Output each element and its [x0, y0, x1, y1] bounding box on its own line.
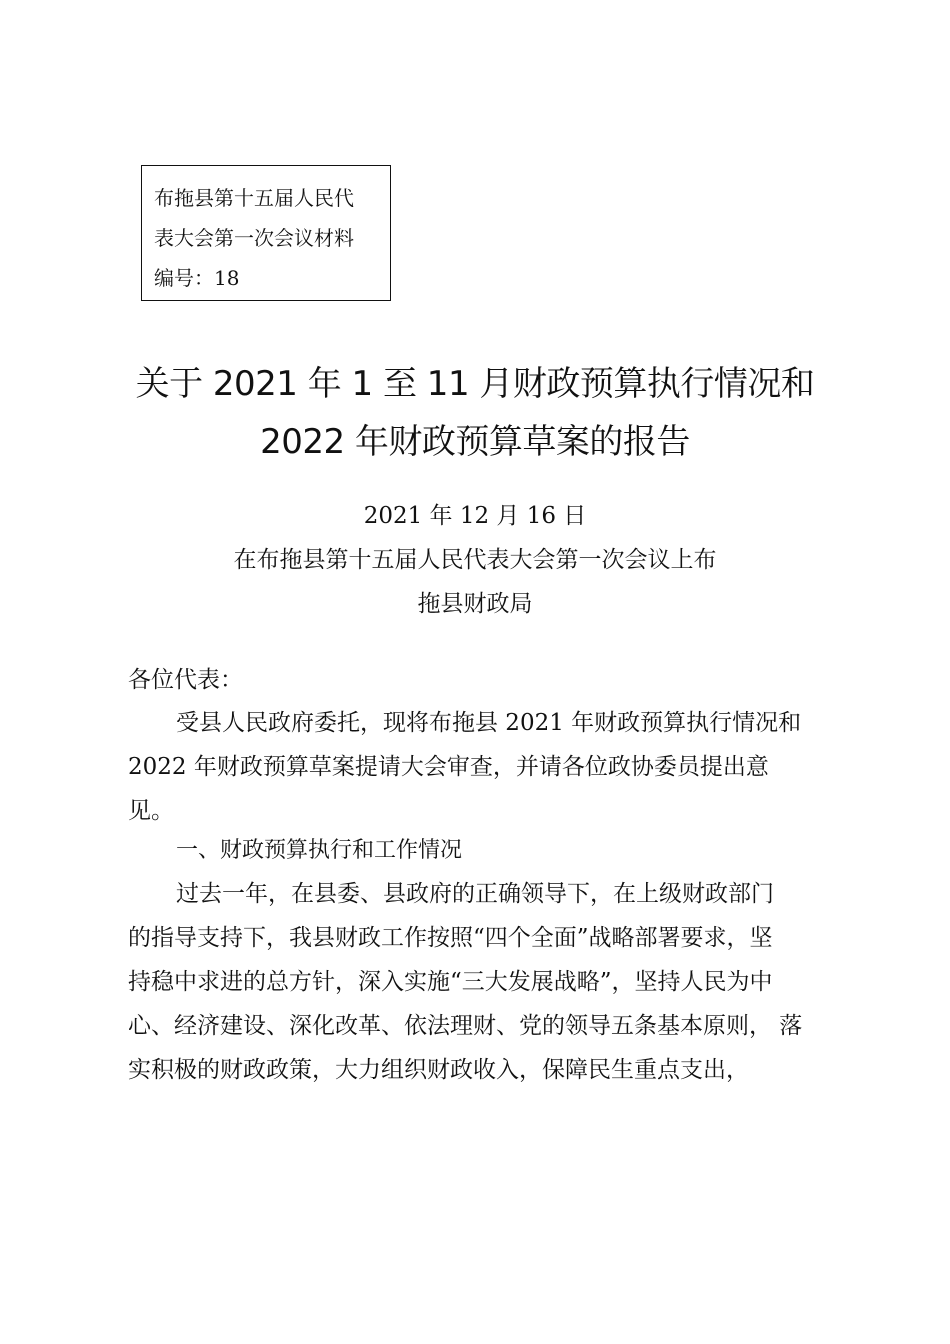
- document-number: 编号：18: [154, 266, 240, 290]
- paragraph-line: 受县人民政府委托，现将布拖县 2021 年财政预算执行情况和: [176, 710, 802, 736]
- report-title-line-1: 关于 2021 年 1 至 11 月财政预算执行情况和: [135, 364, 815, 404]
- paragraph-line: 心、经济建设、深化改革、依法理财、党的领导五条基本原则， 落: [128, 1013, 803, 1039]
- meta-line-2: 表大会第一次会议材料: [154, 226, 354, 250]
- paragraph-line: 持稳中求进的总方针，深入实施“三大发展战略”，坚持人民为中: [128, 969, 773, 995]
- paragraph-line: 见。: [128, 798, 174, 824]
- venue-line-2: 拖县财政局: [417, 591, 533, 617]
- meeting-material-box: [141, 165, 391, 301]
- section-heading: 一、财政预算执行和工作情况: [176, 838, 463, 863]
- intro-paragraph: [128, 701, 828, 833]
- report-date: 2021 年 12 月 16 日: [363, 503, 587, 529]
- paragraph-line: 2022 年财政预算草案提请大会审查，并请各位政协委员提出意: [128, 754, 769, 780]
- paragraph-line: 过去一年，在县委、县政府的正确领导下，在上级财政部门: [176, 881, 774, 907]
- report-title-line-2: 2022 年财政预算草案的报告: [260, 422, 690, 462]
- body-paragraph: [128, 872, 828, 1092]
- paragraph-line: 的指导支持下，我县财政工作按照“四个全面”战略部署要求，坚: [128, 925, 773, 951]
- salutation: 各位代表：: [128, 667, 243, 693]
- meta-line-1: 布拖县第十五届人民代: [154, 186, 354, 210]
- paragraph-line: 实积极的财政政策，大力组织财政收入，保障民生重点支出，: [128, 1057, 749, 1083]
- venue-line-1: 在布拖县第十五届人民代表大会第一次会议上布: [233, 547, 717, 573]
